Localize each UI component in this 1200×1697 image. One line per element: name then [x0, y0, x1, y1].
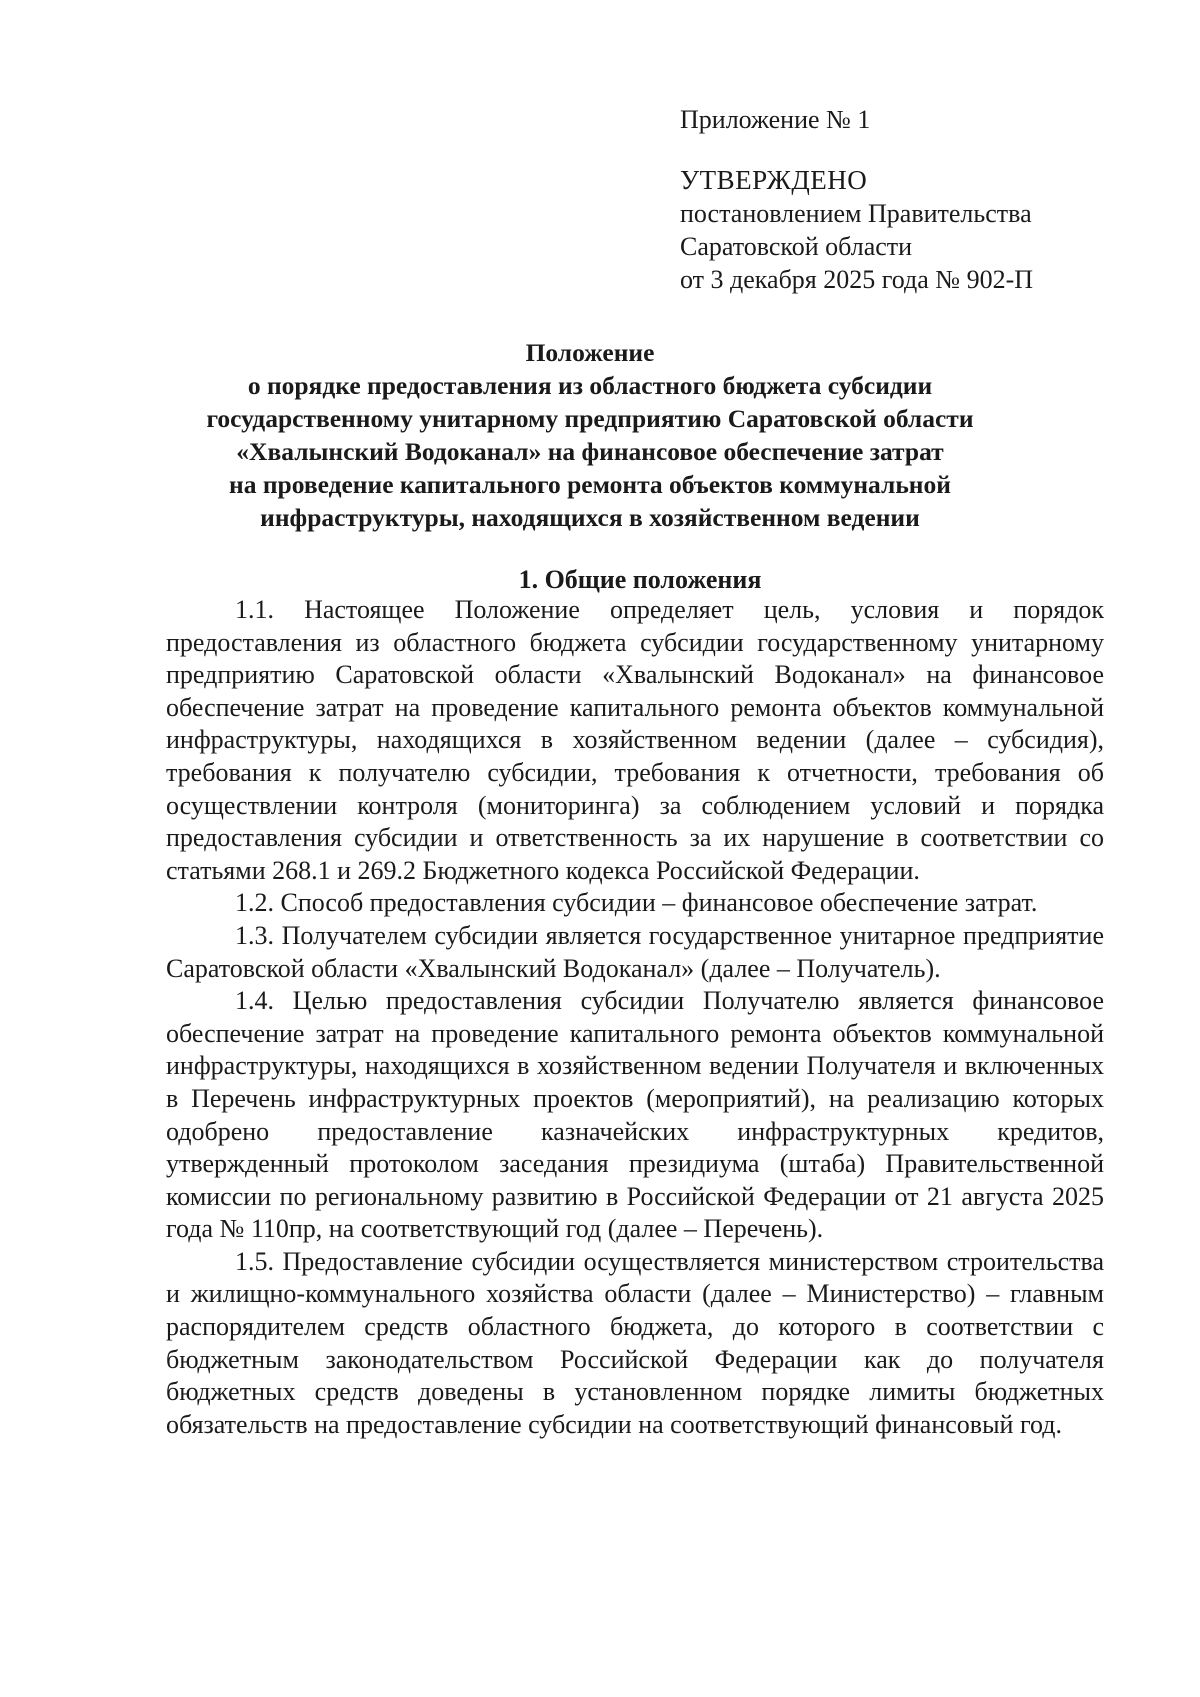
approved-region-line: Саратовской области: [680, 232, 913, 261]
paragraph-text: Настоящее Положение определяет цель, условия и порядок предоставления из областного бюджета субсидии государственному унитарному предприятию Саратовской области «Хвалынский Водоканал» на финансовое обеспечение затрат на проведение капитального ремонта объектов коммунальной инфраструктуры, находящихся в хозяйственном ведении (далее – субсидия), требования к получателю субсидии, требования к отчетности, требования об осуществлении контроля (мониторинга) за соблюдением условий и порядка предоставления субсидии и ответственность за их нарушение в соответствии со статьями 268.1 и 269.2 Бюджетного кодекса Российской Федерации.: [166, 595, 1105, 885]
paragraph-text: Предоставление субсидии осуществляется министерством строительства и жилищно-коммунального хозяйства области (далее – Министерство) – главным распорядителем средств областного бюджета, до которого в соответствии с бюджетным законодательством Российской Федерации как до получателя бюджетных средств доведены в установленном порядке лимиты бюджетных обязательств на предоставление субсидии на соответствующий финансовый год.: [166, 1246, 1105, 1439]
paragraph: [166, 594, 1104, 887]
title-line: инфраструктуры, находящихся в хозяйственном ведении: [260, 503, 920, 532]
approval-block: [680, 103, 1120, 296]
paragraph: [166, 920, 1104, 985]
paragraph-number: 1.2.: [235, 888, 274, 918]
title-line: «Хвалынский Водоканал» на финансовое обеспечение затрат: [236, 437, 944, 466]
approved-stamp-label: УТВЕРЖДЕНО: [680, 165, 868, 195]
paragraph: [166, 1246, 1104, 1442]
approved-by-line: постановлением Правительства: [680, 199, 1032, 228]
paragraph: [166, 985, 1104, 1246]
paragraph: [166, 887, 1104, 920]
paragraph-text: Способ предоставления субсидии – финансовое обеспечение затрат.: [280, 888, 1038, 918]
paragraph-number: 1.1.: [235, 595, 274, 624]
paragraph-number: 1.5.: [235, 1246, 274, 1276]
document-body: [166, 594, 1104, 1441]
title-line: Положение: [525, 338, 655, 367]
section-heading: 1. Общие положения: [518, 565, 762, 594]
paragraph-text: Получателем субсидии является государственное унитарное предприятие Саратовской области «Хвалынский Водоканал» (далее – Получатель).: [166, 920, 1104, 983]
paragraph-number: 1.4.: [235, 986, 274, 1016]
approved-date-line: от 3 декабря 2025 года № 902-П: [680, 265, 1034, 294]
title-line: государственному унитарному предприятию Саратовской области: [206, 404, 974, 433]
title-line: на проведение капитального ремонта объектов коммунальной: [229, 470, 951, 499]
document-title: [140, 336, 1040, 534]
paragraph-text: Целью предоставления субсидии Получателю является финансовое обеспечение затрат на проведение капитального ремонта объектов коммунальной инфраструктуры, находящихся в хозяйственном ведении Получателя и включенных в Перечень инфраструктурных проектов (мероприятий), на реализацию которых одобрено предоставление казначейских инфраструктурных кредитов, утвержденный протоколом заседания президиума (штаба) Правительственной комиссии по региональному развитию в Российской Федерации от 21 августа 2025 года № 110пр, на соответствующий год (далее – Перечень).: [166, 986, 1104, 1244]
title-line: о порядке предоставления из областного бюджета субсидии: [247, 371, 933, 400]
paragraph-number: 1.3.: [235, 920, 274, 950]
appendix-number: Приложение № 1: [680, 105, 871, 134]
